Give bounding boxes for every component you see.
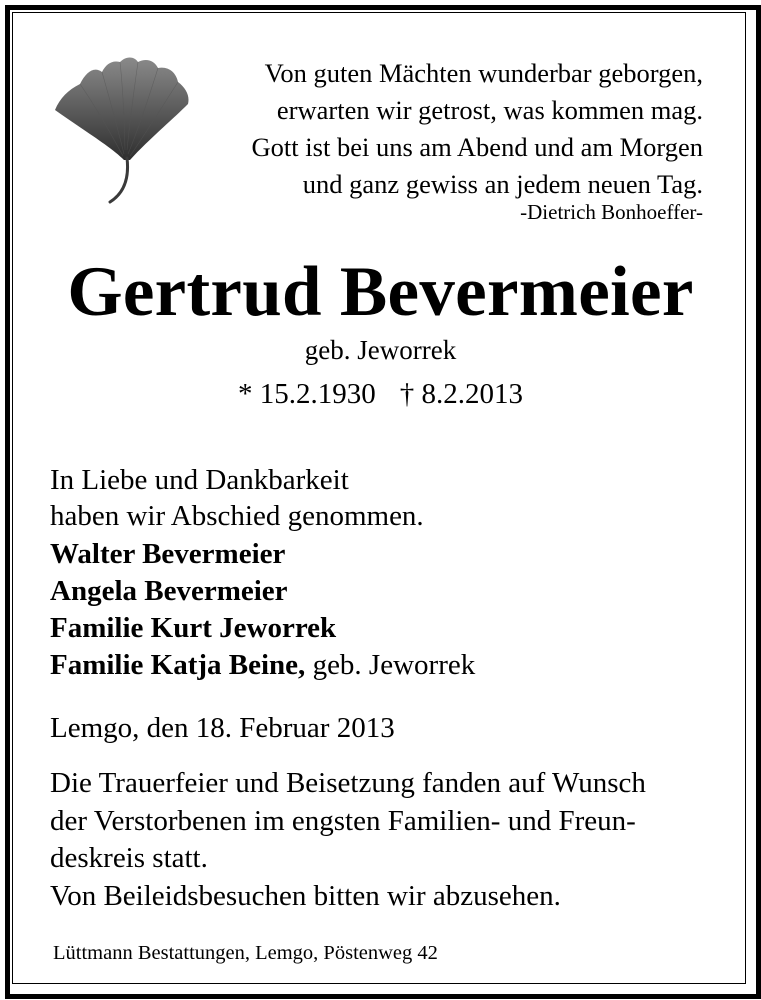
undertaker-info: Lüttmann Bestattungen, Lemgo, Pöstenweg 42: [53, 942, 438, 964]
deceased-name: Gertrud Bevermeier: [67, 253, 694, 331]
mourner-suffix: geb. Jeworrek: [305, 649, 476, 681]
mourner-item: [50, 647, 475, 684]
life-dates: [0, 378, 761, 411]
notice-line: Die Trauerfeier und Beisetzung fanden auf Wunsch: [50, 767, 646, 799]
notice-line: der Verstorbenen im engsten Familien- und Freun-: [50, 804, 636, 837]
condolence-notice: Von Beileidsbesuchen bitten wir abzusehen.: [50, 880, 561, 912]
mourner-name: Angela Bevermeier: [50, 575, 288, 607]
mourner-item: [50, 610, 475, 647]
maiden-name: geb. Jeworrek: [304, 335, 457, 365]
mourner-item: [50, 536, 475, 573]
intro-line: haben wir Abschied genommen.: [50, 500, 424, 532]
quote-line: Von guten Mächten wunderbar geborgen,: [264, 58, 703, 88]
quote-line: erwarten wir getrost, was kommen mag.: [276, 95, 703, 125]
quote-line: Gott ist bei uns am Abend und am Morgen: [251, 132, 703, 162]
funeral-notice: [50, 765, 646, 878]
place-date: Lemgo, den 18. Februar 2013: [50, 712, 395, 744]
mourner-item: [50, 573, 475, 610]
quote-author: -Dietrich Bonhoeffer-: [520, 200, 703, 224]
mourners-list: [50, 536, 475, 684]
bonhoeffer-quote: [252, 55, 703, 203]
birth-date: * 15.2.1930: [238, 378, 376, 410]
death-date: † 8.2.2013: [399, 378, 523, 410]
intro-text: [50, 462, 424, 534]
mourner-name: Walter Bevermeier: [50, 538, 286, 570]
intro-line: In Liebe und Dankbarkeit: [50, 464, 349, 496]
quote-line: und ganz gewiss an jedem neuen Tag.: [302, 169, 703, 199]
mourner-name: Familie Kurt Jeworrek: [50, 612, 337, 644]
notice-line: deskreis statt.: [50, 842, 208, 874]
mourner-name: Familie Katja Beine,: [50, 649, 306, 681]
ginkgo-leaf-icon: [50, 50, 192, 205]
